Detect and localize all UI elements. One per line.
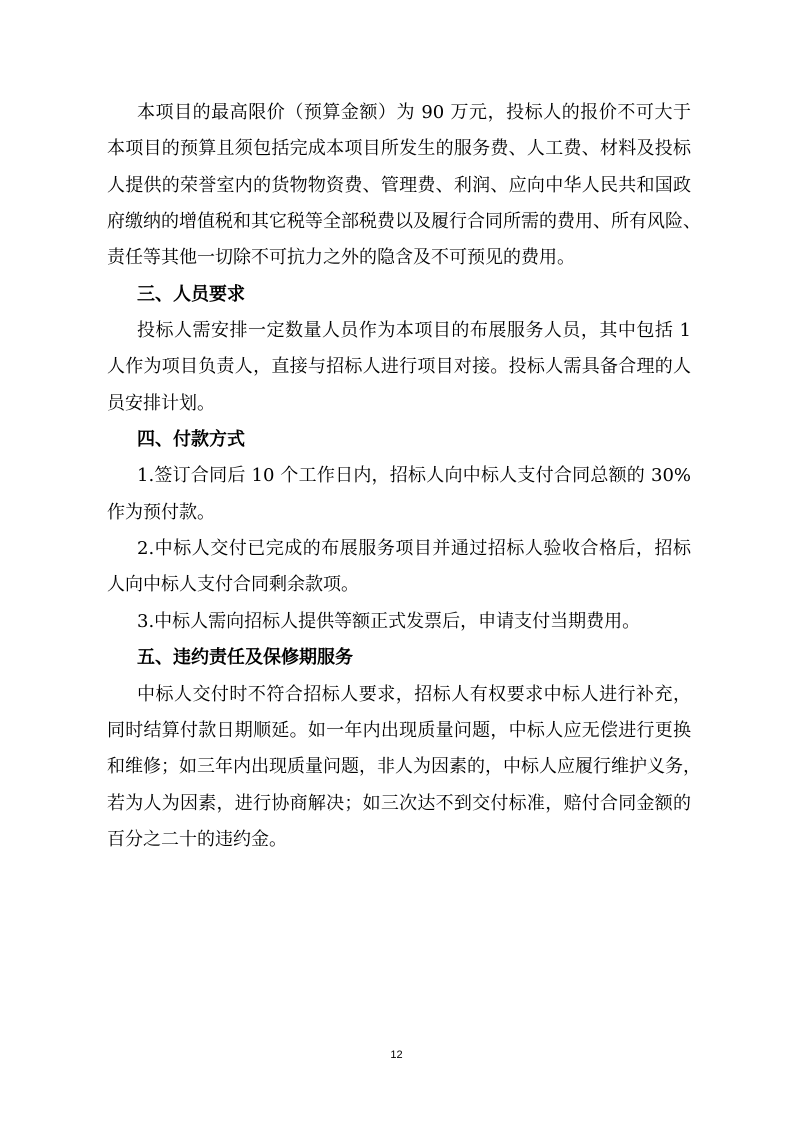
section-payment — [107, 422, 691, 640]
document-body — [107, 95, 701, 858]
page-number: 12 — [390, 1049, 403, 1061]
price-limit-paragraph — [107, 95, 701, 277]
paragraph-line: 人提供的荣誉室内的货物物资费、管理费、利润、应向中华人民共和国政 — [107, 174, 691, 196]
section-liability — [107, 640, 701, 858]
paragraph-line: 和维修；如三年内出现质量问题，非人为因素的，中标人应履行维护义务， — [107, 756, 701, 778]
paragraph-line: 若为人为因素，进行协商解决；如三次达不到交付标准，赔付合同金额的 — [107, 792, 691, 814]
paragraph-line: 人作为项目负责人，直接与招标人进行项目对接。投标人需具备合理的人 — [107, 356, 691, 378]
paragraph-line: 中标人交付时不符合招标人要求，招标人有权要求中标人进行补充， — [137, 683, 691, 705]
paragraph-line: 3.中标人需向招标人提供等额正式发票后，申请支付当期费用。 — [137, 610, 641, 632]
paragraph-line: 2.中标人交付已完成的布展服务项目并通过招标人验收合格后，招标 — [137, 538, 691, 560]
section-heading: 三、人员要求 — [137, 283, 245, 305]
paragraph-line: 本项目的最高限价（预算金额）为 90 万元，投标人的报价不可大于 — [137, 102, 691, 123]
paragraph-line: 百分之二十的违约金。 — [107, 828, 287, 850]
paragraph-line: 同时结算付款日期顺延。如一年内出现质量问题，中标人应无偿进行更换 — [107, 719, 691, 741]
paragraph-line: 员安排计划。 — [107, 392, 215, 414]
paragraph-line: 人向中标人支付合同剩余款项。 — [107, 574, 359, 596]
paragraph-line: 作为预付款。 — [107, 501, 215, 523]
paragraph-line: 责任等其他一切除不可抗力之外的隐含及不可预见的费用。 — [107, 247, 575, 269]
section-personnel — [107, 277, 691, 422]
paragraph-line: 本项目的预算且须包括完成本项目所发生的服务费、人工费、材料及投标 — [107, 138, 691, 160]
payment-item — [107, 458, 691, 531]
paragraph-line: 府缴纳的增值税和其它税等全部税费以及履行合同所需的费用、所有风险、 — [107, 211, 701, 233]
paragraph-line: 投标人需安排一定数量人员作为本项目的布展服务人员，其中包括 1 — [137, 320, 691, 342]
payment-item — [107, 604, 691, 640]
section-heading: 五、违约责任及保修期服务 — [137, 647, 353, 669]
section-heading: 四、付款方式 — [137, 429, 245, 451]
payment-item — [107, 531, 691, 604]
paragraph-line: 1.签订合同后 10 个工作日内，招标人向中标人支付合同总额的 30% — [137, 465, 691, 487]
